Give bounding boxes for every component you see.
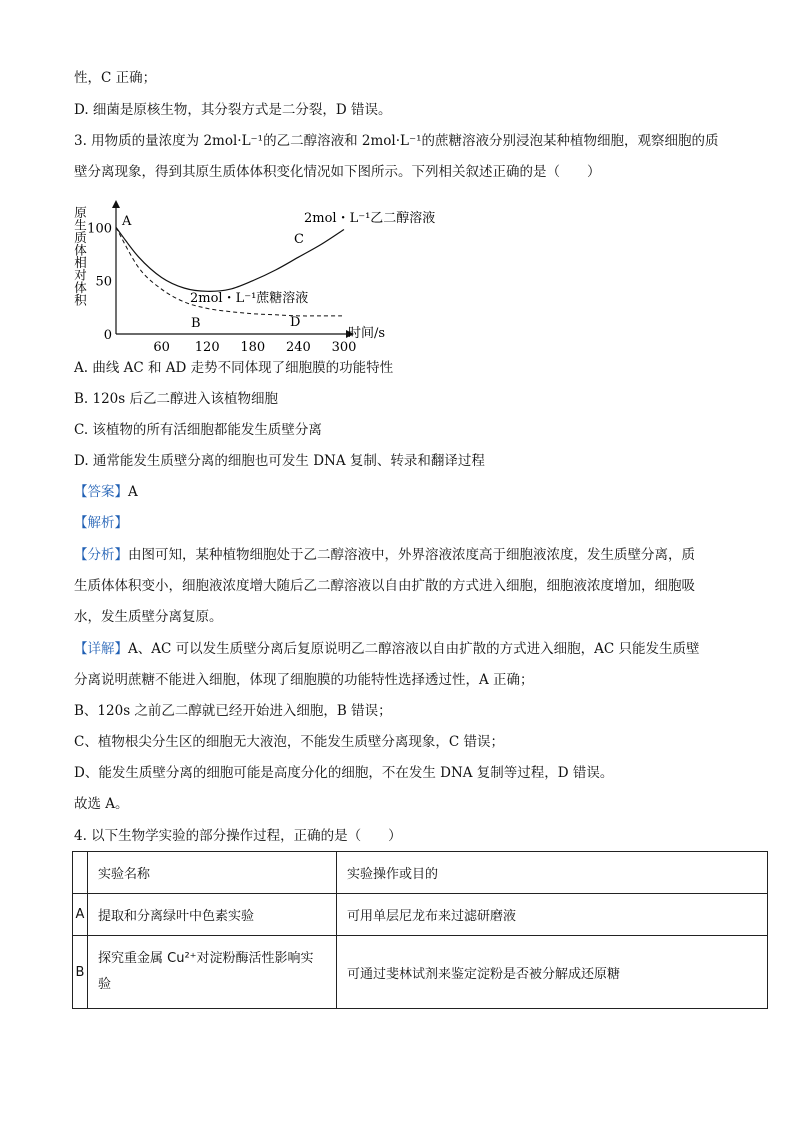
table-cell — [73, 852, 88, 894]
table-cell: B — [73, 936, 88, 1009]
fenxi-line: 水，发生质壁分离复原。 — [74, 609, 223, 625]
text-line: 性，C 正确； — [74, 70, 157, 86]
table-cell: A — [73, 894, 88, 936]
question-3-stem: 壁分离现象，得到其原生质体体积变化情况如下图所示。下列相关叙述正确的是（ ） — [74, 164, 601, 180]
table-header-cell: 实验操作或目的 — [337, 852, 768, 894]
answer-tag: 【答案】 — [74, 484, 128, 500]
xiangjie-line: 故选 A。 — [74, 796, 129, 812]
table-cell: 可通过斐林试剂来鉴定淀粉是否被分解成还原糖 — [337, 936, 768, 1009]
point-label-d: D — [290, 315, 301, 330]
table-header-row — [73, 852, 768, 894]
x-tick-label: 180 — [240, 340, 266, 355]
x-tick-label: 60 — [153, 340, 170, 355]
point-label-a: A — [122, 214, 132, 229]
table-cell: 提取和分离绿叶中色素实验 — [88, 894, 337, 936]
analysis-tag: 【解析】 — [74, 515, 128, 531]
point-label-b: B — [191, 316, 201, 331]
y-axis-arrow — [112, 200, 120, 208]
option-a: A. 曲线 AC 和 AD 走势不同体现了细胞膜的功能特性 — [74, 360, 394, 376]
x-tick-label: 300 — [331, 340, 357, 355]
xiangjie-tag: 【详解】 — [74, 641, 128, 657]
table-row — [73, 894, 768, 936]
xiangjie-line — [74, 639, 700, 659]
xiangjie-line: B、120s 之前乙二醇就已经开始进入细胞，B 错误； — [74, 703, 392, 719]
xiangjie-line: D、能发生质壁分离的细胞可能是高度分化的细胞，不在发生 DNA 复制等过程，D 错误。 — [74, 765, 614, 781]
table-cell: 探究重金属 Cu²⁺对淀粉酶活性影响实验 — [88, 936, 337, 1009]
fenxi-line — [74, 545, 695, 565]
experiment-table — [72, 851, 768, 1009]
table-cell: 可用单层尼龙布来过滤研磨液 — [337, 894, 768, 936]
y-axis-label: 原生质体相对体积 — [72, 206, 88, 306]
option-b: B. 120s 后乙二醇进入该植物细胞 — [74, 391, 278, 407]
answer-value: A — [128, 484, 138, 500]
x-tick-label: 120 — [194, 340, 220, 355]
series-label-ethylene-glycol: 2mol・L⁻¹乙二醇溶液 — [304, 211, 436, 226]
table-row — [73, 936, 768, 1009]
table-header-cell: 实验名称 — [88, 852, 337, 894]
x-axis-label: 时间/s — [348, 326, 386, 341]
y-tick-label: 0 — [103, 328, 112, 343]
ethylene-glycol-curve — [116, 227, 344, 291]
y-tick-label: 100 — [87, 221, 112, 237]
xiangjie-text: A、AC 可以发生质壁分离后复原说明乙二醇溶液以自由扩散的方式进入细胞，AC 只能发生质壁 — [128, 641, 700, 657]
y-tick-label: 50 — [95, 274, 112, 290]
answer-line — [74, 482, 138, 502]
point-label-c: C — [294, 232, 304, 247]
question-3-stem: 3. 用物质的量浓度为 2mol·L⁻¹的乙二醇溶液和 2mol·L⁻¹的蔗糖溶液分别浸泡某种植物细胞，观察细胞的质 — [74, 133, 719, 149]
question-4-stem: 4. 以下生物学实验的部分操作过程，正确的是（ ） — [74, 828, 402, 844]
fenxi-tag: 【分析】 — [74, 547, 128, 563]
fenxi-text: 由图可知，某种植物细胞处于乙二醇溶液中，外界溶液浓度高于细胞液浓度，发生质壁分离，质 — [128, 547, 695, 563]
text-line: D. 细菌是原核生物，其分裂方式是二分裂，D 错误。 — [74, 102, 392, 118]
option-c: C. 该植物的所有活细胞都能发生质壁分离 — [74, 422, 322, 438]
fenxi-line: 生质体体积变小，细胞液浓度增大随后乙二醇溶液以自由扩散的方式进入细胞，细胞液浓度增加，细胞吸 — [74, 578, 695, 594]
series-label-sucrose: 2mol・L⁻¹蔗糖溶液 — [190, 291, 309, 306]
x-tick-label: 240 — [285, 340, 311, 355]
analysis-heading — [74, 513, 128, 533]
volume-chart — [66, 198, 486, 360]
xiangjie-line: 分离说明蔗糖不能进入细胞，体现了细胞膜的功能特性选择透过性，A 正确； — [74, 672, 534, 688]
option-d: D. 通常能发生质壁分离的细胞也可发生 DNA 复制、转录和翻译过程 — [74, 453, 485, 469]
xiangjie-line: C、植物根尖分生区的细胞无大液泡，不能发生质壁分离现象，C 错误； — [74, 734, 504, 750]
